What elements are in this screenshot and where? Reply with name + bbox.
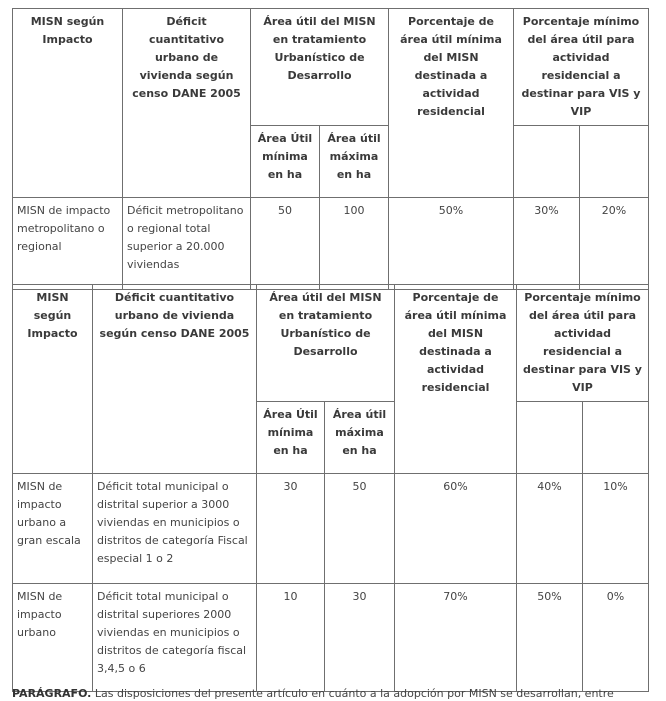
header-porcentaje-vis-vip: Porcentaje mínimo del área útil para actividad residencial a destinar para VIS y VIP <box>514 9 649 126</box>
cell-vip: 0% <box>583 584 649 692</box>
cell-impacto: MISN de impacto urbano a gran escala <box>13 474 93 584</box>
cell-deficit: Déficit total municipal o distrital superior a 3000 viviendas en municipios o distritos de categoría Fiscal especial 1 o 2 <box>93 474 257 584</box>
header-deficit: Déficit cuantitativo urbano de vivienda según censo DANE 2005 <box>123 9 251 198</box>
table-row <box>13 198 649 290</box>
header-area-maxima: Área útil máxima en ha <box>320 126 389 198</box>
cell-vip: 20% <box>580 198 649 290</box>
header-vis-empty <box>517 402 583 474</box>
header-impacto: MISN según Impacto <box>13 9 123 198</box>
header-vip-empty <box>583 402 649 474</box>
cell-area-min: 10 <box>257 584 325 692</box>
cell-residencial: 70% <box>395 584 517 692</box>
paragraph-footer <box>12 687 614 701</box>
paragraph-text: Las disposiciones del presente artículo en cuánto a la adopción por MISN se desarrollan, entre <box>94 687 614 700</box>
cell-vis: 30% <box>514 198 580 290</box>
cell-vis: 40% <box>517 474 583 584</box>
cell-deficit: Déficit total municipal o distrital superiores 2000 viviendas en municipios o distritos de categoría fiscal 3,4,5 o 6 <box>93 584 257 692</box>
cell-area-max: 50 <box>325 474 395 584</box>
cell-area-max: 100 <box>320 198 389 290</box>
cell-vis: 50% <box>517 584 583 692</box>
table-row <box>13 584 649 692</box>
cell-vip: 10% <box>583 474 649 584</box>
header-area-minima: Área Útil mínima en ha <box>251 126 320 198</box>
cell-deficit: Déficit metropolitano o regional total superior a 20.000 viviendas <box>123 198 251 290</box>
header-deficit: Déficit cuantitativo urbano de vivienda según censo DANE 2005 <box>93 285 257 474</box>
cell-area-min: 50 <box>251 198 320 290</box>
header-area-util: Área útil del MISN en tratamiento Urbanístico de Desarrollo <box>251 9 389 126</box>
cell-impacto: MISN de impacto metropolitano o regional <box>13 198 123 290</box>
header-area-maxima: Área útil máxima en ha <box>325 402 395 474</box>
header-porcentaje-residencial: Porcentaje de área útil mínima del MISN destinada a actividad residencial <box>389 9 514 198</box>
cell-residencial: 60% <box>395 474 517 584</box>
header-area-minima: Área Útil mínima en ha <box>257 402 325 474</box>
header-impacto: MISN según Impacto <box>13 285 93 474</box>
cell-area-min: 30 <box>257 474 325 584</box>
header-vip-empty <box>580 126 649 198</box>
cell-area-max: 30 <box>325 584 395 692</box>
header-area-util: Área útil del MISN en tratamiento Urbanístico de Desarrollo <box>257 285 395 402</box>
header-porcentaje-vis-vip: Porcentaje mínimo del área útil para actividad residencial a destinar para VIS y VIP <box>517 285 649 402</box>
misn-table-metropolitano <box>12 8 649 290</box>
paragraph-label: PARÁGRAFO. <box>12 687 92 700</box>
header-vis-empty <box>514 126 580 198</box>
header-porcentaje-residencial: Porcentaje de área útil mínima del MISN destinada a actividad residencial <box>395 285 517 474</box>
misn-table-urbano <box>12 284 649 692</box>
cell-residencial: 50% <box>389 198 514 290</box>
cell-impacto: MISN de impacto urbano <box>13 584 93 692</box>
table-row <box>13 474 649 584</box>
